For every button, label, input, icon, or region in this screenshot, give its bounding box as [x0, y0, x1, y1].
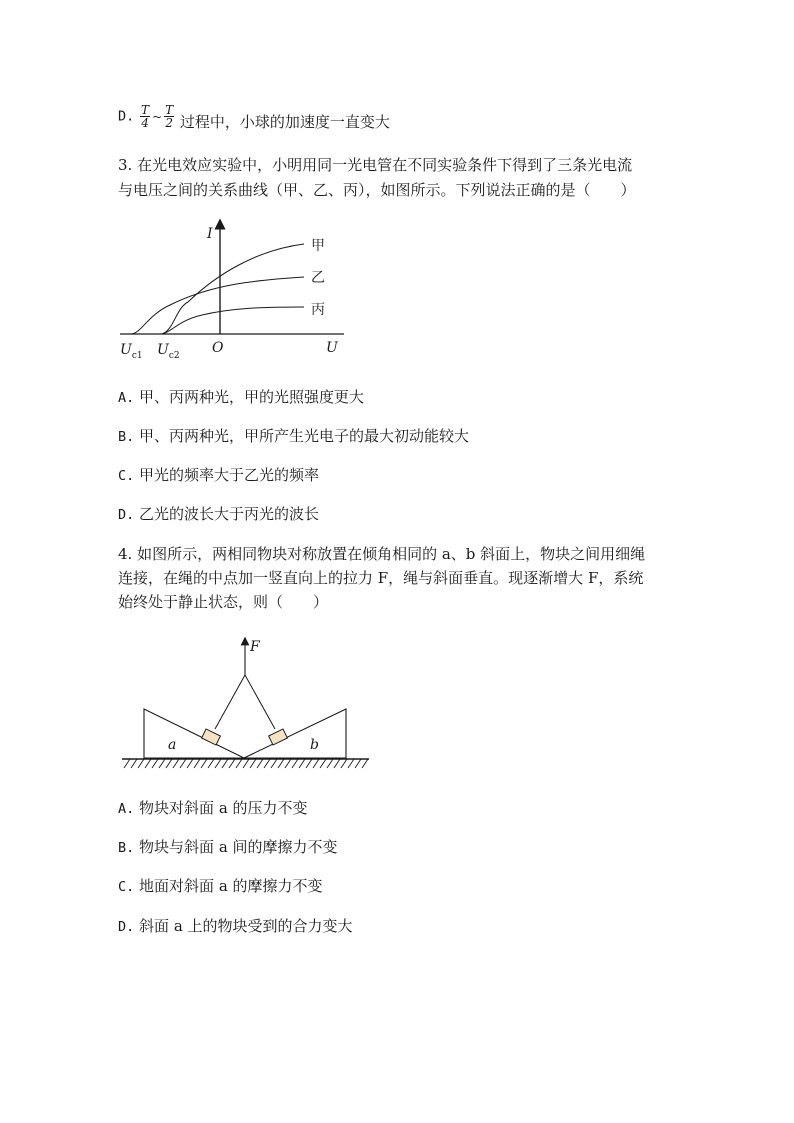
option-text: 过程中，小球的加速度一直变大: [179, 112, 390, 131]
q3-option-c[interactable]: [118, 466, 319, 485]
curve-jia: [162, 244, 304, 334]
inclines-figure: [118, 632, 374, 774]
photoelectric-iv-graph: [112, 218, 352, 363]
incline-a-label: a: [168, 737, 177, 753]
option-text: 物块与斜面 a 间的摩擦力不变: [139, 838, 338, 856]
q4-option-a[interactable]: [118, 799, 308, 818]
fraction-t-over-2: [164, 104, 174, 129]
option-letter: C.: [118, 468, 135, 484]
option-letter: B.: [118, 429, 135, 445]
curve-yi: [120, 277, 304, 334]
incline-b: [244, 709, 346, 758]
uc1-label: $U_{c1}$: [120, 342, 143, 361]
option-letter: A.: [118, 390, 135, 406]
option-letter: D.: [118, 108, 135, 125]
option-text: 物块对斜面 a 的压力不变: [139, 799, 308, 817]
ground-hatching: [122, 759, 369, 768]
q4-stem-line1: 4. 如图所示，两相同物块对称放置在倾角相同的 a、b 斜面上，物块之间用细绳: [118, 545, 646, 563]
q4-stem-line3: 始终处于静止状态，则（ ）: [118, 593, 329, 611]
fraction-denominator: 2: [165, 116, 173, 130]
curve-label-jia: 甲: [311, 238, 325, 254]
option-text: 甲光的频率大于乙光的频率: [139, 466, 320, 484]
q4-option-c[interactable]: [118, 877, 323, 896]
fraction-denominator: 4: [141, 116, 149, 130]
y-axis-label: I: [207, 226, 213, 242]
q2-option-d: [118, 104, 390, 129]
fraction-numerator: T: [165, 103, 174, 117]
option-letter: D.: [118, 919, 135, 935]
incline-b-label: b: [310, 737, 319, 753]
rope-left: [215, 675, 245, 729]
q3-option-b[interactable]: [118, 427, 469, 446]
option-text: 甲、丙两种光，甲的光照强度更大: [139, 388, 365, 406]
option-text: 乙光的波长大于丙光的波长: [139, 505, 320, 523]
origin-label: O: [212, 340, 224, 356]
q4-stem-line2: 连接，在绳的中点加一竖直向上的拉力 F，绳与斜面垂直。现逐渐增大 F，系统: [118, 569, 644, 587]
option-letter: D.: [118, 507, 135, 523]
fraction-t-over-4: [140, 104, 150, 129]
curve-label-yi: 乙: [311, 270, 325, 286]
rope-right: [245, 675, 275, 729]
incline-a: [144, 709, 244, 758]
curve-label-bing: 丙: [311, 302, 325, 318]
tilde-sign: ~: [152, 109, 163, 124]
curve-bing: [162, 307, 304, 334]
q3-option-d[interactable]: [118, 505, 319, 524]
option-letter: B.: [118, 840, 135, 856]
force-label: F: [250, 639, 260, 655]
x-axis-label: U: [326, 340, 338, 356]
option-letter: C.: [118, 879, 135, 895]
q3-stem-line2: 与电压之间的关系曲线（甲、乙、丙），如图所示。下列说法正确的是（ ）: [118, 181, 636, 199]
option-text: 甲、丙两种光，甲所产生光电子的最大初动能较大: [139, 427, 470, 445]
uc2-label: $U_{c2}$: [157, 342, 180, 361]
fraction-numerator: T: [141, 103, 150, 117]
q4-option-b[interactable]: [118, 838, 338, 857]
option-text: 地面对斜面 a 的摩擦力不变: [139, 877, 323, 895]
q3-option-a[interactable]: [118, 388, 364, 407]
option-letter: A.: [118, 801, 135, 817]
q4-option-d[interactable]: [118, 917, 353, 936]
q3-stem-line1: 3. 在光电效应实验中，小明用同一光电管在不同实验条件下得到了三条光电流: [118, 156, 633, 174]
option-text: 斜面 a 上的物块受到的合力变大: [139, 917, 353, 935]
